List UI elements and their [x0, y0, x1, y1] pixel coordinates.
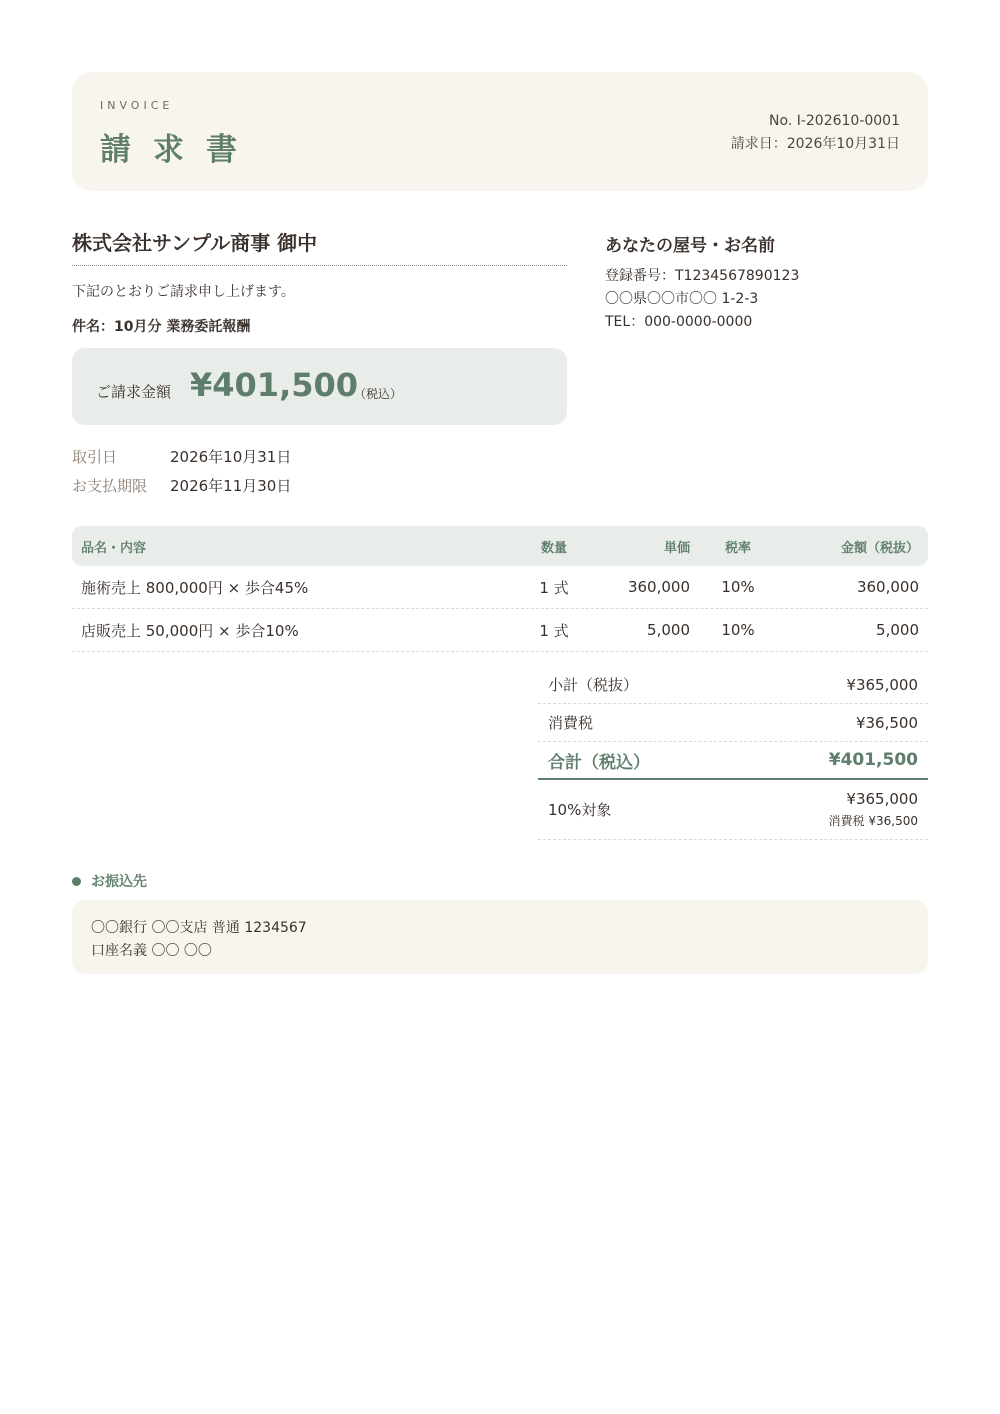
tax-row [538, 704, 928, 742]
total-value: ¥401,500 [828, 750, 918, 770]
issuer-registration: 登録番号：T1234567890123 [605, 268, 800, 284]
client-name: 株式会社サンプル商事 御中 [72, 227, 567, 266]
header-unit-price: 単価 [663, 540, 690, 556]
bank-account-line: 〇〇銀行 〇〇支店 普通 1234567 [91, 920, 307, 936]
tax-value: ¥36,500 [855, 713, 918, 732]
issuer-name: あなたの屋号・お名前 [605, 236, 775, 256]
item-quantity: 1 式 [539, 578, 569, 597]
item-unit-price: 360,000 [627, 578, 690, 596]
item-tax-rate: 10% [721, 621, 755, 639]
bullet-dot-icon [72, 877, 81, 886]
invoice-eyebrow: INVOICE [100, 99, 174, 112]
due-date-row [72, 472, 291, 501]
subtotal-row [538, 666, 928, 704]
total-row [538, 742, 928, 780]
items-table-header [72, 526, 928, 566]
date-label: お支払期限 [72, 477, 148, 495]
item-amount: 5,000 [876, 621, 919, 639]
item-name: 施術売上 800,000円 × 歩合45% [81, 578, 309, 597]
item-unit-price: 5,000 [647, 621, 690, 639]
table-row [72, 609, 928, 652]
date-list [72, 443, 291, 501]
date-value: 2026年11月30日 [170, 477, 292, 495]
date-label: 取引日 [72, 448, 118, 466]
header-item-name: 品名・内容 [81, 540, 147, 556]
subject-line: 件名：10月分 業務委託報酬 [72, 319, 251, 335]
issue-date: 請求日：2026年10月31日 [730, 136, 900, 152]
bank-heading-label: お振込先 [91, 874, 147, 890]
table-row [72, 566, 928, 609]
issuer-address: 〇〇県〇〇市〇〇 1-2-3 [605, 291, 759, 307]
item-amount: 360,000 [856, 578, 919, 596]
tax-rate-label: 10%対象 [548, 801, 612, 819]
bank-holder-line: 口座名義 〇〇 〇〇 [91, 943, 212, 959]
subtotal-value: ¥365,000 [846, 675, 918, 694]
bank-heading [72, 871, 147, 891]
tax-label: 消費税 [548, 714, 594, 732]
subtotal-label: 小計（税抜） [548, 676, 639, 694]
tax-rate-tax: 消費税 ¥36,500 [828, 813, 918, 828]
items-table [72, 526, 928, 652]
issuer-block [605, 231, 799, 334]
tax-rate-breakdown-row [538, 780, 928, 840]
item-quantity: 1 式 [539, 621, 569, 640]
summary-block [538, 666, 928, 840]
invoice-meta [731, 110, 900, 156]
tax-rate-base: ¥365,000 [846, 789, 918, 808]
date-value: 2026年10月31日 [170, 448, 292, 466]
header-amount: 金額（税抜） [840, 540, 919, 556]
item-tax-rate: 10% [721, 578, 755, 596]
total-label: 合計（税込） [548, 752, 650, 773]
invoice-number: No. I-202610-0001 [769, 113, 900, 129]
tax-rate-values [829, 788, 918, 832]
transaction-date-row [72, 443, 291, 472]
intro-text: 下記のとおりご請求申し上げます。 [72, 284, 295, 300]
billing-amount-tax-note: （税込） [354, 387, 403, 401]
issuer-tel: TEL：000-0000-0000 [605, 314, 753, 330]
billing-amount-label: ご請求金額 [96, 383, 172, 401]
header-tax-rate: 税率 [724, 540, 751, 556]
billing-amount-box [72, 348, 567, 425]
billing-amount-value: ¥401,500 [190, 366, 359, 404]
page-title: 請求書 [100, 132, 259, 168]
item-name: 店販売上 50,000円 × 歩合10% [81, 621, 299, 640]
invoice-header [72, 72, 928, 191]
header-quantity: 数量 [540, 540, 567, 556]
bank-details-box [72, 900, 928, 974]
